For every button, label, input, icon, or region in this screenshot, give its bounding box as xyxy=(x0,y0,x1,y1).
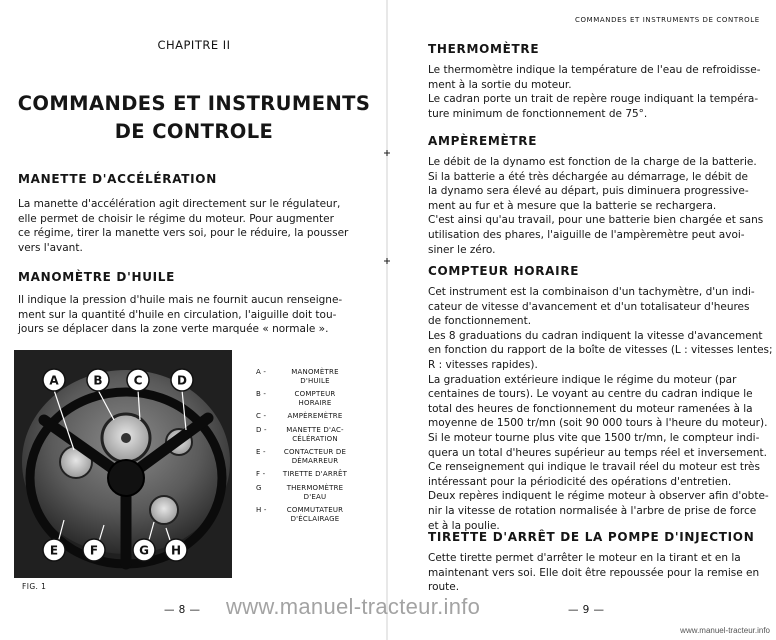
callout-f xyxy=(83,539,105,561)
svg-text:C: C xyxy=(133,373,143,388)
figure-caption: FIG. 1 xyxy=(22,582,47,591)
svg-text:H: H xyxy=(170,543,182,558)
text-line: Le cadran porte un trait de repère rouge indiquant la tempéra- xyxy=(428,93,759,106)
legend-text xyxy=(276,390,354,407)
figure-legend xyxy=(256,368,386,528)
page-title-line: DE CONTROLE xyxy=(114,120,274,143)
callout-b xyxy=(87,369,109,391)
text-line: La graduation extérieure indique le régime du moteur (par xyxy=(428,373,737,386)
text-line: siner le zéro. xyxy=(428,243,496,256)
svg-text:A: A xyxy=(49,373,59,388)
legend-item xyxy=(256,368,386,385)
text-line: route. xyxy=(428,581,460,594)
text-line: utilisation des phares, l'aiguille de l'ampèremètre peut avoi- xyxy=(428,228,745,241)
legend-key: G xyxy=(256,483,262,492)
legend-item xyxy=(256,390,386,407)
section-paragraph xyxy=(428,285,773,533)
section-heading: AMPÈREMÈTRE xyxy=(428,134,538,148)
text-line: de fonctionnement. xyxy=(428,315,532,328)
legend-key: E - xyxy=(256,448,266,457)
legend-item xyxy=(256,426,386,443)
text-line: en fonction du rapport de la boîte de vitesses (L : vitesses lentes; xyxy=(428,344,773,357)
text-line: vers l'avant. xyxy=(18,241,83,254)
callout-e xyxy=(43,539,65,561)
text-line: ce régime, tirer la manette vers soi, pour le réduire, la pousser xyxy=(18,227,349,240)
legend-item xyxy=(256,506,386,523)
page-number: — 9 — xyxy=(568,604,605,616)
section-heading: THERMOMÈTRE xyxy=(428,42,540,56)
legend-key: B - xyxy=(256,390,267,399)
text-line: Cet instrument est la combinaison d'un tachymètre, d'un indi- xyxy=(428,286,755,298)
legend-key: C - xyxy=(256,412,267,421)
callout-g xyxy=(133,539,155,561)
text-line: R : vitesses rapides). xyxy=(428,358,538,371)
text-line: Si la batterie a été très déchargée au démarrage, le débit de xyxy=(428,170,748,183)
running-head: COMMANDES ET INSTRUMENTS DE CONTROLE xyxy=(575,16,760,24)
text-line: jours se déplacer dans la zone verte marquée « normale ». xyxy=(18,323,329,336)
legend-item xyxy=(256,470,386,479)
section-paragraph xyxy=(18,197,364,255)
page-title xyxy=(14,90,374,146)
text-line: C'est ainsi qu'au travail, pour une batterie bien chargée et sans xyxy=(428,214,764,227)
legend-item xyxy=(256,412,386,421)
legend-text xyxy=(276,484,354,501)
text-line: Cette tirette permet d'arrêter le moteur en la tirant et en la xyxy=(428,552,741,564)
text-line: maintenant vers soi. Elle doit être repoussée pour la remise en xyxy=(428,566,760,579)
chapter-label: CHAPITRE II xyxy=(157,38,231,52)
text-line: total des heures de fonctionnement du moteur ramenées à la xyxy=(428,402,753,415)
legend-key: A - xyxy=(256,368,267,376)
legend-text xyxy=(276,426,354,443)
legend-item xyxy=(256,484,386,501)
text-line: Il indique la pression d'huile mais ne fournit aucun renseigne- xyxy=(18,294,343,306)
legend-text xyxy=(276,448,354,465)
watermark: www.manuel-tracteur.info xyxy=(226,594,481,619)
page-number: — 8 — xyxy=(164,604,201,616)
legend-line: THERMOMÈTRE xyxy=(286,483,344,492)
legend-line: AMPÈREMÈTRE xyxy=(287,412,343,421)
legend-key: H - xyxy=(256,506,267,515)
text-line: elle permet de choisir le régime du moteur. Pour augmenter xyxy=(18,212,334,225)
section-heading: MANOMÈTRE D'HUILE xyxy=(18,270,176,284)
watermark-small: www.manuel-tracteur.info xyxy=(680,626,770,635)
figure-callouts xyxy=(14,350,232,578)
text-line: quera un total d'heures supérieur au temps réel et inversement. xyxy=(428,446,767,459)
legend-line: CONTACTEUR DE xyxy=(283,448,347,457)
text-line: Ce renseignement qui indique le travail réel du moteur est très xyxy=(428,461,760,474)
callout-h xyxy=(165,539,187,561)
section-paragraph xyxy=(428,155,770,257)
text-line: centaines de tours). Le voyant au centre du cadran indique le xyxy=(428,388,753,401)
text-line: ment au fur et à mesure que la batterie se rechargera. xyxy=(428,199,717,212)
legend-line: COMMUTATEUR xyxy=(286,506,344,515)
text-line: La manette d'accélération agit directement sur le régulateur, xyxy=(18,198,341,210)
svg-text:B: B xyxy=(93,373,103,388)
text-line: intéressant pour la périodicité des opérations d'entretien. xyxy=(428,475,732,488)
text-line: Le débit de la dynamo est fonction de la charge de la batterie. xyxy=(428,156,757,168)
legend-key: F - xyxy=(256,470,266,479)
svg-text:D: D xyxy=(177,373,187,388)
section-paragraph xyxy=(18,293,364,337)
text-line: Les 8 graduations du cadran indiquent la vitesse d'avancement xyxy=(428,329,763,342)
section-heading: TIRETTE D'ARRÊT DE LA POMPE D'INJECTION xyxy=(428,530,755,544)
legend-key: D - xyxy=(256,425,267,434)
legend-line: MANOMÈTRE xyxy=(291,368,339,376)
callout-d xyxy=(171,369,193,391)
legend-line: D'HUILE xyxy=(300,376,330,385)
section-heading: MANETTE D'ACCÉLÉRATION xyxy=(18,172,217,186)
legend-line: MANETTE D'AC- xyxy=(286,425,344,434)
page-title-line: COMMANDES ET INSTRUMENTS xyxy=(17,92,371,115)
text-line: nir la vitesse de rotation normalisée à l'arbre de prise de force xyxy=(428,504,757,517)
text-line: Si le moteur tourne plus vite que 1500 tr/mn, le compteur indi- xyxy=(428,431,760,444)
legend-line: HORAIRE xyxy=(298,398,332,407)
svg-text:F: F xyxy=(89,543,99,558)
legend-text xyxy=(276,506,354,523)
text-line: ment sur la quantité d'huile en circulation, l'aiguille doit tou- xyxy=(18,308,337,321)
section-heading: COMPTEUR HORAIRE xyxy=(428,264,580,278)
text-line: Le thermomètre indique la température de l'eau de refroidisse- xyxy=(428,64,761,76)
legend-line: DÉMARREUR xyxy=(291,456,339,465)
text-line: ment à la sortie du moteur. xyxy=(428,78,572,91)
svg-text:G: G xyxy=(139,543,149,558)
section-paragraph xyxy=(428,63,770,121)
legend-line: D'EAU xyxy=(303,492,327,501)
text-line: cateur de vitesse d'avancement et d'un totalisateur d'heures xyxy=(428,300,750,313)
svg-text:E: E xyxy=(49,543,59,558)
legend-text xyxy=(276,470,354,479)
text-line: la dynamo sera élevé au départ, puis diminuera progressive- xyxy=(428,185,749,198)
callout-c xyxy=(127,369,149,391)
legend-line: COMPTEUR xyxy=(294,390,336,399)
legend-line: CÉLÉRATION xyxy=(292,434,338,443)
callout-a xyxy=(43,369,65,391)
legend-line: TIRETTE D'ARRÊT xyxy=(282,470,348,479)
legend-text xyxy=(276,368,354,385)
text-line: Deux repères indiquent le régime moteur à observer afin d'obte- xyxy=(428,490,769,503)
text-line: et à la poulie. xyxy=(428,519,500,532)
text-line: moyenne de 1500 tr/mn (soit 90 000 tours à l'heure du moteur). xyxy=(428,417,768,430)
legend-text xyxy=(276,412,354,421)
section-paragraph xyxy=(428,551,770,595)
legend-line: D'ÉCLAIRAGE xyxy=(290,514,340,523)
text-line: ture minimum de fonctionnement de 75°. xyxy=(428,107,648,120)
right-page xyxy=(388,0,776,640)
legend-item xyxy=(256,448,386,465)
